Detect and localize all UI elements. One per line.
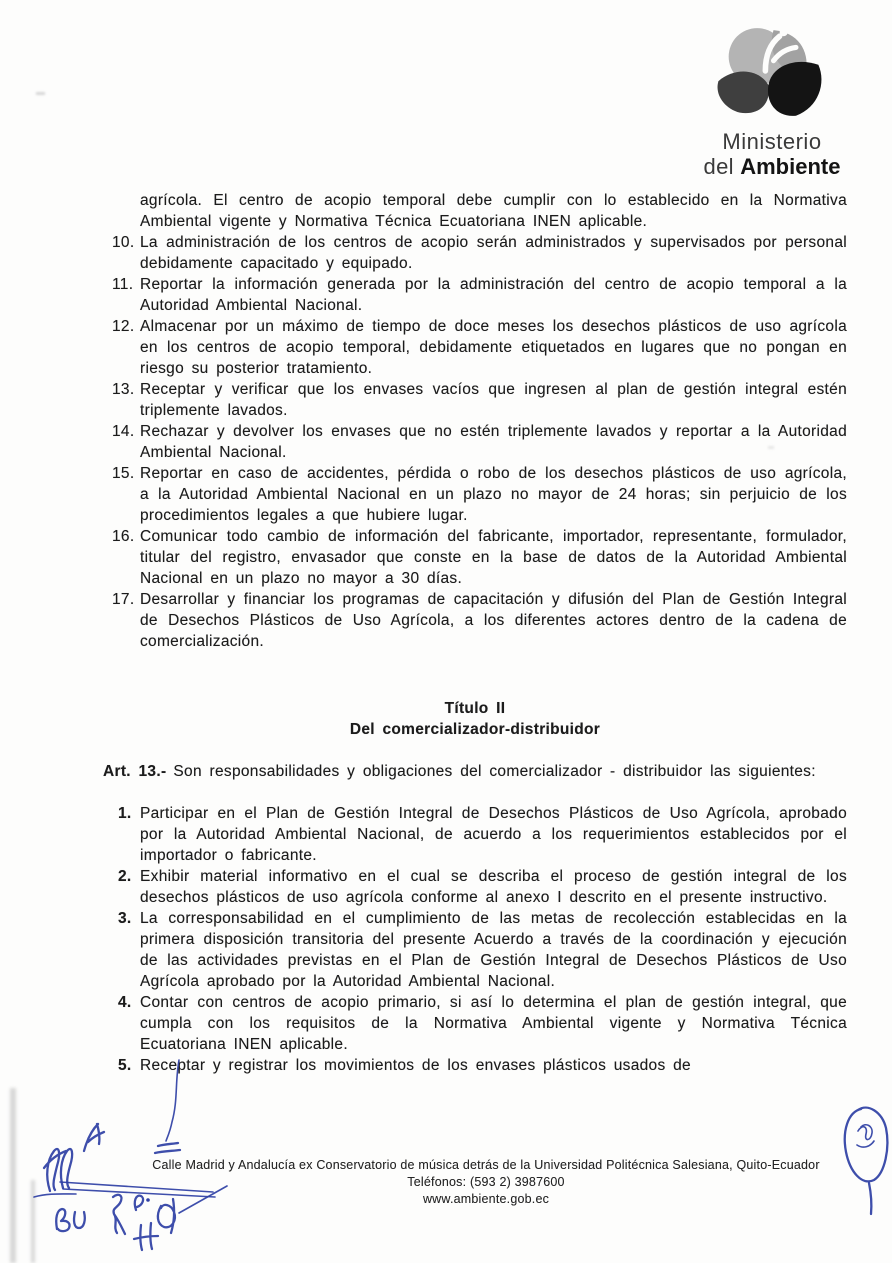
- list-item-13: [103, 379, 847, 421]
- logo-del-text: del: [703, 154, 734, 179]
- page-footer: [80, 1157, 892, 1208]
- ink-paraph-inner: [857, 1125, 874, 1147]
- list-item-2: [103, 866, 847, 908]
- item-text: Desarrollar y financiar los programas de capacitación y difusión del Plan de Gestión Integral de Desechos Plásticos de Uso Agrícola, a los diferentes actores dentro de la cadena de comercialización.: [140, 591, 847, 650]
- list-item-11: [103, 274, 847, 316]
- section-title-line2: Del comercializador-distribuidor: [349, 721, 601, 738]
- article-number-label: Art. 13.-: [103, 763, 167, 780]
- footer-address: Calle Madrid y Andalucía ex Conservatorio de música detrás de la Universidad Politécnica Salesiana, Quito-Ecuador: [152, 1158, 820, 1172]
- item-text: Receptar y verificar que los envases vacíos que ingresen al plan de gestión integral estén triplemente lavados.: [140, 381, 847, 419]
- ink-initials-mark: [84, 1124, 104, 1151]
- logo-title-line1: Ministerio: [722, 129, 822, 154]
- item-text: La corresponsabilidad en el cumplimiento de las metas de recolección establecidas en la primera disposición transitoria del presente Acuerdo a través de la coordinación y ejecución de las actividades previstas en el Plan de Gestión Integral de Desechos Plásticos de Uso Agrícola aprobado por la Autoridad Ambiental Nacional.: [140, 910, 847, 990]
- item-number: 2.: [118, 868, 132, 885]
- article-13-paragraph: [103, 761, 847, 782]
- item-text: Participar en el Plan de Gestión Integral de Desechos Plásticos de Uso Agrícola, aprobado por la Autoridad Ambiental Nacional, de acuerdo a los requerimientos establecidos por el importador o fabricante.: [140, 805, 847, 864]
- list-item-5: [103, 1055, 847, 1076]
- scan-smudge: [768, 446, 774, 449]
- section-title-line1: Título II: [444, 700, 506, 717]
- item-text: Contar con centros de acopio primario, si así lo determina el plan de gestión integral, que cumpla con los requisitos de la Normativa Ambiental vigente y Normativa Técnica Ecuatoriana INEN aplicable.: [140, 994, 847, 1053]
- item-number: 16.: [112, 528, 135, 545]
- footer-phone: Teléfonos: (593 2) 3987600: [407, 1175, 565, 1189]
- list-item-14: [103, 421, 847, 463]
- scan-edge-streak: [10, 1088, 16, 1263]
- article-text: Son responsabilidades y obligaciones del comercializador - distribuidor las siguientes:: [173, 763, 816, 780]
- ink-signature: [44, 1149, 72, 1191]
- item-number: 1.: [118, 805, 132, 822]
- ink-dash: [155, 1150, 180, 1153]
- list-item-17: [103, 589, 847, 652]
- ink-dash: [158, 1143, 178, 1146]
- item-number: 12.: [112, 318, 135, 335]
- ministry-logo: [672, 24, 872, 179]
- item-text: Reportar en caso de accidentes, pérdida o robo de los desechos plásticos de uso agrícola, a la Autoridad Ambiental Nacional en un plazo no mayor de 24 horas; sin perjuicio de los procedimientos legales a que hubiere lugar.: [140, 465, 847, 524]
- obligations-list: [103, 803, 847, 1076]
- item-number: 10.: [112, 234, 135, 251]
- item-number: 11.: [112, 276, 134, 293]
- ink-h-mark: [134, 1223, 158, 1250]
- list-item-15: [103, 463, 847, 526]
- item-text: Almacenar por un máximo de tiempo de doce meses los desechos plásticos de uso agrícola en los centros de acopio temporal, debidamente etiquetados en lugares que no pongan en riesgo su posterior tratamiento.: [140, 318, 847, 377]
- ink-initials-bu: [56, 1209, 85, 1231]
- item-number: 17.: [112, 591, 135, 608]
- section-title: [103, 698, 847, 740]
- ministry-flower-icon: [706, 24, 839, 130]
- item-number: 5.: [118, 1057, 132, 1074]
- continuation-paragraph: agrícola. El centro de acopio temporal debe cumplir con lo establecido en la Normativa Ambiental vigente y Normativa Técnica Ecuatoriana INEN aplicable.: [140, 192, 847, 230]
- list-item-16: [103, 526, 847, 589]
- scan-edge-streak: [31, 1180, 35, 1263]
- item-number: 4.: [118, 994, 132, 1011]
- item-text: Receptar y registrar los movimientos de los envases plásticos usados de: [140, 1057, 691, 1074]
- item-number: 14.: [112, 423, 135, 440]
- ink-underline: [34, 1194, 76, 1197]
- document-body: [103, 190, 847, 1076]
- list-item-4: [103, 992, 847, 1055]
- scan-smudge: [36, 92, 45, 95]
- list-item-10: [103, 232, 847, 274]
- item-text: La administración de los centros de acopio serán administrados y supervisados por personal debidamente capacitado y equipado.: [140, 234, 847, 272]
- item-number: 13.: [112, 381, 135, 398]
- list-item-12: [103, 316, 847, 379]
- item-number: 3.: [118, 910, 132, 927]
- footer-website: www.ambiente.gob.ec: [422, 1192, 550, 1206]
- item-number: 15.: [112, 465, 135, 482]
- logo-title-line2: [672, 154, 872, 179]
- list-item-1: [103, 803, 847, 866]
- item-text: Rechazar y devolver los envases que no estén triplemente lavados y reportar a la Autoridad Ambiental Nacional.: [140, 423, 847, 461]
- item-text: Exhibir material informativo en el cual se describa el proceso de gestión integral de los desechos plásticos de uso agrícola conforme al anexo I descrito en el presente instructivo.: [140, 868, 847, 906]
- item-text: Comunicar todo cambio de información del fabricante, importador, representante, formulador, titular del registro, envasador que conste en la base de datos de la Autoridad Ambiental Nacional en un plazo no mayor a 30 días.: [140, 528, 847, 587]
- item-text: Reportar la información generada por la administración del centro de acopio temporal a la Autoridad Ambiental Nacional.: [140, 276, 847, 314]
- logo-ambiente-text: Ambiente: [740, 154, 841, 179]
- list-item-3: [103, 908, 847, 992]
